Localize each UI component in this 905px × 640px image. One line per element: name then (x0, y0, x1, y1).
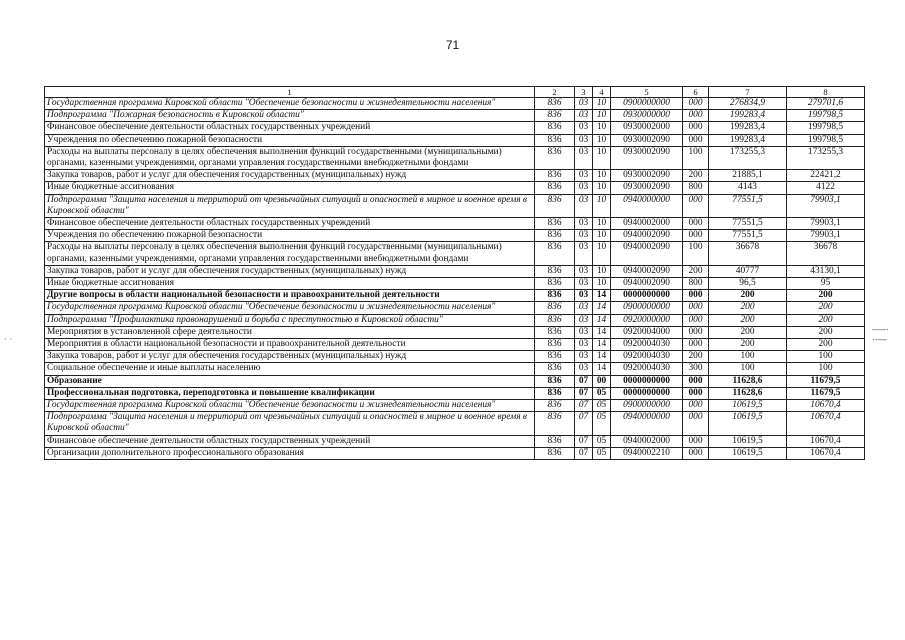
row-value-cell: 836 (535, 351, 575, 363)
row-name-cell: Финансовое обеспечение деятельности областных государственных учреждений (45, 435, 535, 447)
row-name-cell: Государственная программа Кировской области "Обеспечение безопасности и жизнедеятельности населения" (45, 302, 535, 314)
table-row (45, 435, 865, 447)
row-value-cell: 836 (535, 146, 575, 169)
row-name-cell: Социальное обеспечение и иные выплаты населению (45, 363, 535, 375)
row-value-cell: 836 (535, 230, 575, 242)
table-row (45, 447, 865, 459)
row-value-cell: 10 (593, 278, 611, 290)
table-row (45, 326, 865, 338)
table-row (45, 375, 865, 387)
row-value-cell: 05 (593, 412, 611, 435)
row-value-cell: 100 (683, 146, 709, 169)
row-value-cell: 836 (535, 387, 575, 399)
row-value-cell: 10 (593, 146, 611, 169)
row-value-cell: 03 (575, 230, 593, 242)
row-value-cell: 0920004030 (611, 351, 683, 363)
row-value-cell: 07 (575, 435, 593, 447)
row-value-cell: 03 (575, 218, 593, 230)
row-value-cell: 36678 (709, 242, 787, 265)
row-value-cell: 03 (575, 326, 593, 338)
row-value-cell: 000 (683, 412, 709, 435)
row-value-cell: 03 (575, 182, 593, 194)
row-value-cell: 14 (593, 339, 611, 351)
row-value-cell: 836 (535, 375, 575, 387)
row-name-cell: Государственная программа Кировской области "Обеспечение безопасности и жизнедеятельности населения" (45, 400, 535, 412)
row-value-cell: 11628,6 (709, 387, 787, 399)
row-name-cell: Подпрограмма "Защита населения и территорий от чрезвычайных ситуаций и опасностей в мирное и военное время в Кировской области" (45, 412, 535, 435)
row-value-cell: 03 (575, 363, 593, 375)
row-value-cell: 03 (575, 194, 593, 217)
table-row (45, 182, 865, 194)
row-value-cell: 000 (683, 290, 709, 302)
row-value-cell: 200 (709, 326, 787, 338)
table-row (45, 98, 865, 110)
row-value-cell: 836 (535, 194, 575, 217)
row-value-cell: 200 (787, 290, 865, 302)
budget-table (44, 86, 865, 460)
row-value-cell: 000 (683, 314, 709, 326)
row-value-cell: 199798,5 (787, 122, 865, 134)
row-value-cell: 800 (683, 278, 709, 290)
row-value-cell: 200 (683, 265, 709, 277)
table-row (45, 339, 865, 351)
row-value-cell: 836 (535, 110, 575, 122)
row-value-cell: 836 (535, 134, 575, 146)
header-cell-6: 6 (683, 87, 709, 98)
row-value-cell: 200 (787, 314, 865, 326)
row-value-cell: 0930000000 (611, 110, 683, 122)
row-value-cell: 10 (593, 98, 611, 110)
row-value-cell: 199798,5 (787, 134, 865, 146)
row-value-cell: 10619,5 (709, 412, 787, 435)
row-value-cell: 000 (683, 302, 709, 314)
row-value-cell: 000 (683, 134, 709, 146)
row-value-cell: 199283,4 (709, 110, 787, 122)
header-cell-8: 8 (787, 87, 865, 98)
row-value-cell: 800 (683, 182, 709, 194)
row-value-cell: 05 (593, 387, 611, 399)
row-name-cell: Финансовое обеспечение деятельности областных государственных учреждений (45, 218, 535, 230)
row-name-cell: Подпрограмма "Пожарная безопасность в Кировской области" (45, 110, 535, 122)
row-value-cell: 836 (535, 363, 575, 375)
margin-mark: —–· ·‑— (872, 324, 890, 344)
row-value-cell: 000 (683, 218, 709, 230)
row-value-cell: 14 (593, 363, 611, 375)
row-value-cell: 03 (575, 146, 593, 169)
table-row (45, 265, 865, 277)
row-value-cell: 79903,1 (787, 194, 865, 217)
row-value-cell: 836 (535, 122, 575, 134)
row-value-cell: 200 (709, 314, 787, 326)
table-row (45, 110, 865, 122)
row-value-cell: 0920004030 (611, 363, 683, 375)
row-value-cell: 0900000000 (611, 302, 683, 314)
row-value-cell: 10 (593, 230, 611, 242)
row-name-cell: Государственная программа Кировской области "Обеспечение безопасности и жизнедеятельности населения" (45, 98, 535, 110)
row-value-cell: 10 (593, 110, 611, 122)
row-name-cell: Организации дополнительного профессионального образования (45, 447, 535, 459)
row-value-cell: 836 (535, 170, 575, 182)
row-value-cell: 173255,3 (709, 146, 787, 169)
row-value-cell: 10619,5 (709, 400, 787, 412)
row-value-cell: 10619,5 (709, 447, 787, 459)
table-row (45, 194, 865, 217)
row-value-cell: 199283,4 (709, 122, 787, 134)
row-value-cell: 836 (535, 218, 575, 230)
row-value-cell: 0920000000 (611, 314, 683, 326)
row-value-cell: 199798,5 (787, 110, 865, 122)
table-row (45, 134, 865, 146)
row-value-cell: 03 (575, 290, 593, 302)
row-value-cell: 000 (683, 400, 709, 412)
row-value-cell: 200 (709, 302, 787, 314)
row-value-cell: 10 (593, 182, 611, 194)
row-value-cell: 836 (535, 98, 575, 110)
row-value-cell: 03 (575, 278, 593, 290)
row-value-cell: 07 (575, 375, 593, 387)
row-value-cell: 03 (575, 110, 593, 122)
row-value-cell: 14 (593, 290, 611, 302)
header-cell-2: 2 (535, 87, 575, 98)
row-value-cell: 0940000000 (611, 194, 683, 217)
row-value-cell: 03 (575, 314, 593, 326)
row-value-cell: 0940002090 (611, 278, 683, 290)
row-value-cell: 0930002000 (611, 122, 683, 134)
header-cell-1: 1 (45, 87, 535, 98)
header-cell-7: 7 (709, 87, 787, 98)
row-value-cell: 10 (593, 218, 611, 230)
row-value-cell: 07 (575, 412, 593, 435)
row-value-cell: 836 (535, 265, 575, 277)
row-name-cell: Закупка товаров, работ и услуг для обеспечения государственных (муниципальных) нужд (45, 265, 535, 277)
row-value-cell: 100 (787, 351, 865, 363)
table-row (45, 387, 865, 399)
row-value-cell: 95 (787, 278, 865, 290)
table-row (45, 146, 865, 169)
row-name-cell: Финансовое обеспечение деятельности областных государственных учреждений (45, 122, 535, 134)
row-value-cell: 07 (575, 400, 593, 412)
row-name-cell: Закупка товаров, работ и услуг для обеспечения государственных (муниципальных) нужд (45, 351, 535, 363)
row-name-cell: Мероприятия в установленной сфере деятельности (45, 326, 535, 338)
row-value-cell: 000 (683, 435, 709, 447)
page-number: 71 (445, 38, 460, 52)
row-value-cell: 000 (683, 194, 709, 217)
table-row (45, 278, 865, 290)
row-value-cell: 03 (575, 242, 593, 265)
row-value-cell: 03 (575, 339, 593, 351)
row-value-cell: 10 (593, 194, 611, 217)
row-value-cell: 000 (683, 110, 709, 122)
row-name-cell: Иные бюджетные ассигнования (45, 182, 535, 194)
row-value-cell: 0000000000 (611, 387, 683, 399)
row-value-cell: 0940002000 (611, 218, 683, 230)
row-value-cell: 03 (575, 302, 593, 314)
row-value-cell: 836 (535, 278, 575, 290)
row-value-cell: 100 (787, 363, 865, 375)
row-value-cell: 10 (593, 170, 611, 182)
row-value-cell: 836 (535, 447, 575, 459)
row-value-cell: 0000000000 (611, 290, 683, 302)
row-value-cell: 77551,5 (709, 194, 787, 217)
row-value-cell: 14 (593, 326, 611, 338)
row-value-cell: 79903,1 (787, 230, 865, 242)
row-name-cell: Расходы на выплаты персоналу в целях обеспечения выполнения функций государственными (муниципальными) органами, казенными учреждениями, органами управления государственными внебюджетными фондами (45, 242, 535, 265)
row-value-cell: 0900000000 (611, 400, 683, 412)
row-value-cell: 0930002090 (611, 146, 683, 169)
row-value-cell: 10670,4 (787, 435, 865, 447)
row-value-cell: 05 (593, 447, 611, 459)
row-value-cell: 00 (593, 375, 611, 387)
row-value-cell: 836 (535, 326, 575, 338)
row-value-cell: 0930002090 (611, 182, 683, 194)
table-row (45, 363, 865, 375)
row-value-cell: 43130,1 (787, 265, 865, 277)
table-row (45, 314, 865, 326)
table-row (45, 242, 865, 265)
row-value-cell: 0920004000 (611, 326, 683, 338)
row-value-cell: 0920004030 (611, 339, 683, 351)
row-name-cell: Закупка товаров, работ и услуг для обеспечения государственных (муниципальных) нужд (45, 170, 535, 182)
table-row (45, 302, 865, 314)
row-value-cell: 4143 (709, 182, 787, 194)
row-value-cell: 836 (535, 339, 575, 351)
row-value-cell: 10 (593, 265, 611, 277)
table-row (45, 290, 865, 302)
row-value-cell: 03 (575, 122, 593, 134)
header-cell-4: 4 (593, 87, 611, 98)
table-row (45, 230, 865, 242)
row-value-cell: 836 (535, 400, 575, 412)
table-row (45, 218, 865, 230)
table-row (45, 400, 865, 412)
row-name-cell: Подпрограмма "Защита населения и территорий от чрезвычайных ситуаций и опасностей в мирное и военное время в Кировской области" (45, 194, 535, 217)
row-value-cell: 276834,9 (709, 98, 787, 110)
row-value-cell: 0000000000 (611, 375, 683, 387)
row-value-cell: 0930002090 (611, 170, 683, 182)
row-name-cell: Мероприятия в области национальной безопасности и правоохранительной деятельности (45, 339, 535, 351)
row-value-cell: 300 (683, 363, 709, 375)
row-value-cell: 10619,5 (709, 435, 787, 447)
row-value-cell: 36678 (787, 242, 865, 265)
row-value-cell: 836 (535, 290, 575, 302)
row-value-cell: 200 (709, 339, 787, 351)
row-value-cell: 000 (683, 447, 709, 459)
row-value-cell: 10670,4 (787, 447, 865, 459)
row-value-cell: 0900000000 (611, 98, 683, 110)
row-value-cell: 0930002090 (611, 134, 683, 146)
table-row (45, 412, 865, 435)
row-value-cell: 000 (683, 230, 709, 242)
row-value-cell: 000 (683, 375, 709, 387)
row-name-cell: Подпрограмма "Профилактика правонарушений и борьба с преступностью в Кировской области" (45, 314, 535, 326)
row-value-cell: 200 (787, 339, 865, 351)
row-value-cell: 200 (683, 170, 709, 182)
row-value-cell: 21885,1 (709, 170, 787, 182)
row-value-cell: 0940002210 (611, 447, 683, 459)
row-value-cell: 40777 (709, 265, 787, 277)
row-value-cell: 05 (593, 435, 611, 447)
row-value-cell: 000 (683, 326, 709, 338)
row-value-cell: 96,5 (709, 278, 787, 290)
header-cell-5: 5 (611, 87, 683, 98)
row-value-cell: 000 (683, 122, 709, 134)
row-name-cell: Другие вопросы в области национальной безопасности и правоохранительной деятельности (45, 290, 535, 302)
row-value-cell: 0940002090 (611, 230, 683, 242)
row-value-cell: 14 (593, 351, 611, 363)
row-value-cell: 836 (535, 182, 575, 194)
row-value-cell: 10 (593, 242, 611, 265)
row-value-cell: 03 (575, 351, 593, 363)
header-cell-3: 3 (575, 87, 593, 98)
row-value-cell: 10 (593, 134, 611, 146)
row-value-cell: 77551,5 (709, 218, 787, 230)
row-value-cell: 836 (535, 242, 575, 265)
row-value-cell: 79903,1 (787, 218, 865, 230)
row-value-cell: 4122 (787, 182, 865, 194)
row-value-cell: 200 (709, 290, 787, 302)
row-value-cell: 173255,3 (787, 146, 865, 169)
row-name-cell: Иные бюджетные ассигнования (45, 278, 535, 290)
row-value-cell: 0940000000 (611, 412, 683, 435)
header-row (45, 87, 865, 98)
row-name-cell: Профессиональная подготовка, переподготовка и повышение квалификации (45, 387, 535, 399)
row-value-cell: 100 (709, 351, 787, 363)
row-value-cell: 100 (709, 363, 787, 375)
row-name-cell: Учреждения по обеспечению пожарной безопасности (45, 230, 535, 242)
row-value-cell: 07 (575, 447, 593, 459)
row-value-cell: 03 (575, 265, 593, 277)
table-row (45, 170, 865, 182)
row-name-cell: Образование (45, 375, 535, 387)
margin-dots: · · (4, 334, 13, 344)
row-value-cell: 03 (575, 98, 593, 110)
row-value-cell: 22421,2 (787, 170, 865, 182)
row-value-cell: 10670,4 (787, 400, 865, 412)
row-name-cell: Расходы на выплаты персоналу в целях обеспечения выполнения функций государственными (муниципальными) органами, казенными учреждениями, органами управления государственными внебюджетными фондами (45, 146, 535, 169)
row-value-cell: 10 (593, 122, 611, 134)
row-value-cell: 000 (683, 387, 709, 399)
row-value-cell: 0940002000 (611, 435, 683, 447)
row-value-cell: 03 (575, 170, 593, 182)
row-value-cell: 0940002090 (611, 265, 683, 277)
table-row (45, 122, 865, 134)
table-row (45, 351, 865, 363)
row-value-cell: 03 (575, 134, 593, 146)
row-value-cell: 11628,6 (709, 375, 787, 387)
row-value-cell: 14 (593, 302, 611, 314)
row-value-cell: 199283,4 (709, 134, 787, 146)
row-value-cell: 000 (683, 98, 709, 110)
row-value-cell: 200 (787, 302, 865, 314)
row-value-cell: 836 (535, 314, 575, 326)
row-value-cell: 836 (535, 412, 575, 435)
row-value-cell: 200 (787, 326, 865, 338)
row-value-cell: 200 (683, 351, 709, 363)
row-value-cell: 0940002090 (611, 242, 683, 265)
row-value-cell: 10670,4 (787, 412, 865, 435)
row-value-cell: 836 (535, 435, 575, 447)
row-value-cell: 836 (535, 302, 575, 314)
row-name-cell: Учреждения по обеспечению пожарной безопасности (45, 134, 535, 146)
row-value-cell: 14 (593, 314, 611, 326)
row-value-cell: 07 (575, 387, 593, 399)
row-value-cell: 100 (683, 242, 709, 265)
row-value-cell: 11679,5 (787, 387, 865, 399)
row-value-cell: 77551,5 (709, 230, 787, 242)
row-value-cell: 279701,6 (787, 98, 865, 110)
row-value-cell: 11679,5 (787, 375, 865, 387)
row-value-cell: 05 (593, 400, 611, 412)
row-value-cell: 000 (683, 339, 709, 351)
